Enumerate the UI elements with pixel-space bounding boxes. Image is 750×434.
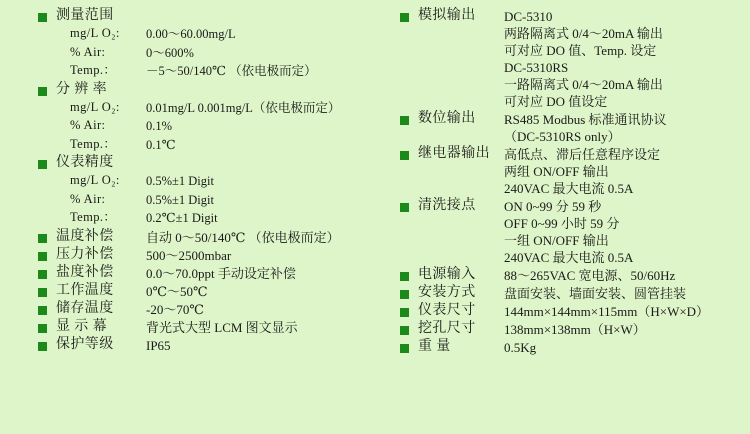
spec-sub-label: Temp.：	[70, 210, 117, 224]
spec-label: 仪表尺寸	[418, 303, 476, 318]
spec-row	[38, 319, 378, 336]
spec-value: 0.00～60.00mg/L	[146, 27, 236, 41]
spec-value: 240VAC 最大电流 0.5A	[504, 181, 634, 196]
spec-values	[146, 210, 218, 227]
bullet-placeholder-icon	[38, 215, 47, 224]
spec-values	[504, 321, 646, 338]
right-column	[378, 0, 750, 434]
spec-value: 一路隔离式 0/4～20mA 输出	[504, 77, 663, 92]
square-bullet-icon	[38, 13, 47, 22]
spec-label: 压力补偿	[56, 246, 114, 262]
spec-label: 测量范围	[56, 8, 114, 23]
spec-values	[504, 111, 667, 145]
spec-value: DC-5310RS	[504, 60, 569, 75]
spec-row	[38, 26, 378, 43]
spec-values	[146, 26, 236, 43]
spec-values	[146, 137, 176, 154]
square-bullet-icon	[38, 160, 47, 169]
spec-value: 0.1℃	[146, 137, 176, 152]
spec-value: 138mm×138mm（H×W）	[504, 322, 646, 337]
spec-value: 500～2500mbar	[146, 247, 232, 263]
spec-value: 144mm×144mm×115mm（H×W×D）	[504, 304, 710, 319]
spec-values	[146, 283, 208, 300]
spec-value: －5～50/140℃ （依电极而定）	[146, 64, 317, 78]
spec-row	[38, 247, 378, 264]
spec-values	[504, 267, 675, 284]
spec-value: 0.5%±1 Digit	[146, 192, 214, 207]
square-bullet-icon	[38, 342, 47, 351]
spec-row	[38, 118, 378, 135]
bullet-placeholder-icon	[38, 68, 47, 77]
spec-label: 保护等级	[56, 336, 114, 352]
square-bullet-icon	[400, 308, 409, 317]
spec-values	[504, 8, 663, 110]
spec-value: 两组 ON/OFF 输出	[504, 164, 609, 179]
spec-label: 储存温度	[56, 300, 114, 316]
spec-value: 可对应 DO 值设定	[504, 94, 608, 109]
spec-values	[504, 285, 686, 302]
spec-values	[504, 198, 633, 266]
square-bullet-icon	[400, 151, 409, 160]
bullet-placeholder-icon	[38, 197, 47, 206]
square-bullet-icon	[400, 290, 409, 299]
spec-value: 盘面安装、墙面安装、圆管挂装	[504, 286, 687, 301]
spec-value: 0.0～70.0ppt 手动设定补偿	[146, 265, 296, 281]
spec-value: 两路隔离式 0/4～20mA 输出	[504, 26, 663, 41]
spec-values	[504, 339, 536, 356]
bullet-placeholder-icon	[38, 178, 47, 187]
spec-values	[504, 146, 660, 197]
square-bullet-icon	[38, 288, 47, 297]
spec-value: 背光式大型 LCM 图文显示	[146, 319, 298, 335]
square-bullet-icon	[38, 306, 47, 315]
spec-label: 挖孔尺寸	[418, 321, 476, 336]
spec-value: 可对应 DO 值、Temp. 设定	[504, 43, 657, 58]
spec-label: 分 辨 率	[56, 81, 107, 97]
spec-value: RS485 Modbus 标准通讯协议	[504, 112, 667, 127]
spec-sub-label: mg/L O₂:	[70, 26, 120, 40]
spec-value: 0.5%±1 Digit	[146, 174, 214, 188]
spec-label: 安装方式	[418, 285, 476, 300]
spec-values	[146, 247, 231, 264]
spec-value: 0.01mg/L 0.001mg/L（依电极而定）	[146, 100, 341, 115]
spec-row	[38, 100, 378, 117]
spec-values	[146, 265, 296, 282]
bullet-placeholder-icon	[38, 50, 47, 59]
spec-values	[504, 303, 709, 320]
spec-row	[38, 229, 378, 246]
spec-label: 电源输入	[418, 267, 476, 282]
spec-values	[146, 229, 340, 246]
spec-values	[146, 63, 317, 80]
spec-values	[146, 45, 194, 62]
spec-values	[146, 301, 204, 318]
square-bullet-icon	[38, 324, 47, 333]
spec-sub-label: Temp.：	[70, 136, 117, 151]
spec-row	[400, 303, 750, 320]
spec-row	[400, 146, 750, 197]
spec-label: 重 量	[418, 339, 451, 354]
square-bullet-icon	[400, 326, 409, 335]
spec-row	[38, 137, 378, 154]
bullet-placeholder-icon	[38, 105, 47, 114]
spec-sub-label: % Air:	[70, 44, 106, 59]
spec-row	[400, 198, 750, 266]
spec-values	[146, 100, 340, 117]
spec-value: 240VAC 最大电流 0.5A	[504, 250, 634, 265]
spec-value: 88～265VAC 宽电源、50/60Hz	[504, 268, 676, 283]
spec-row	[400, 321, 750, 338]
spec-value: OFF 0~99 小时 59 分	[504, 216, 620, 231]
spec-value: 0.1%	[146, 119, 173, 133]
spec-group-header	[38, 8, 378, 23]
spec-value: 高低点、滞后任意程序设定	[504, 147, 661, 162]
spec-value: ON 0~99 分 59 秒	[504, 199, 602, 214]
spec-label: 工作温度	[56, 282, 114, 298]
spec-row	[38, 337, 378, 354]
spec-label: 数位输出	[418, 111, 476, 126]
spec-row	[38, 173, 378, 190]
spec-row	[38, 192, 378, 209]
spec-row	[38, 265, 378, 282]
spec-row	[400, 285, 750, 302]
spec-value: 自动 0～50/140℃ （依电极而定）	[146, 229, 340, 245]
square-bullet-icon	[400, 344, 409, 353]
spec-value: （DC-5310RS only）	[504, 129, 621, 144]
spec-label: 继电器输出	[418, 146, 490, 161]
spec-row	[400, 8, 750, 110]
spec-value: 0.5Kg	[504, 340, 537, 355]
spec-sub-label: Temp.：	[70, 63, 117, 77]
spec-value: -20～70℃	[146, 301, 204, 317]
spec-value: 0.2℃±1 Digit	[146, 211, 218, 225]
spec-values	[146, 118, 172, 135]
spec-sub-label: % Air:	[70, 191, 106, 206]
square-bullet-icon	[38, 234, 47, 243]
spec-label: 模拟输出	[418, 8, 476, 23]
spec-row	[38, 301, 378, 318]
square-bullet-icon	[400, 13, 409, 22]
spec-label: 仪表精度	[56, 155, 114, 170]
spec-sub-label: mg/L O₂:	[70, 99, 120, 114]
spec-values	[146, 192, 214, 209]
spec-group-header	[38, 82, 378, 97]
square-bullet-icon	[400, 116, 409, 125]
square-bullet-icon	[400, 203, 409, 212]
bullet-placeholder-icon	[38, 123, 47, 132]
bullet-placeholder-icon	[38, 31, 47, 40]
square-bullet-icon	[400, 272, 409, 281]
bullet-placeholder-icon	[38, 142, 47, 151]
spec-row	[400, 339, 750, 356]
spec-sub-label: mg/L O₂:	[70, 173, 120, 187]
spec-values	[146, 319, 298, 336]
spec-row	[400, 267, 750, 284]
spec-row	[38, 283, 378, 300]
spec-label: 盐度补偿	[56, 264, 114, 280]
spec-label: 温度补偿	[56, 228, 114, 244]
spec-row	[400, 111, 750, 145]
spec-value: 0～600%	[146, 45, 194, 60]
spec-row	[38, 63, 378, 80]
spec-value: 一组 ON/OFF 输出	[504, 233, 609, 248]
spec-value: IP65	[146, 337, 171, 353]
spec-label: 显 示 幕	[56, 318, 107, 334]
square-bullet-icon	[38, 87, 47, 96]
spec-values	[146, 337, 171, 354]
spec-row	[38, 210, 378, 227]
spec-label: 清洗接点	[418, 198, 476, 213]
square-bullet-icon	[38, 252, 47, 261]
spec-row	[38, 45, 378, 62]
spec-value: 0℃～50℃	[146, 283, 208, 299]
square-bullet-icon	[38, 270, 47, 279]
spec-values	[146, 173, 214, 190]
spec-sub-label: % Air:	[70, 118, 106, 132]
spec-group-header	[38, 155, 378, 170]
spec-value: DC-5310	[504, 9, 553, 24]
